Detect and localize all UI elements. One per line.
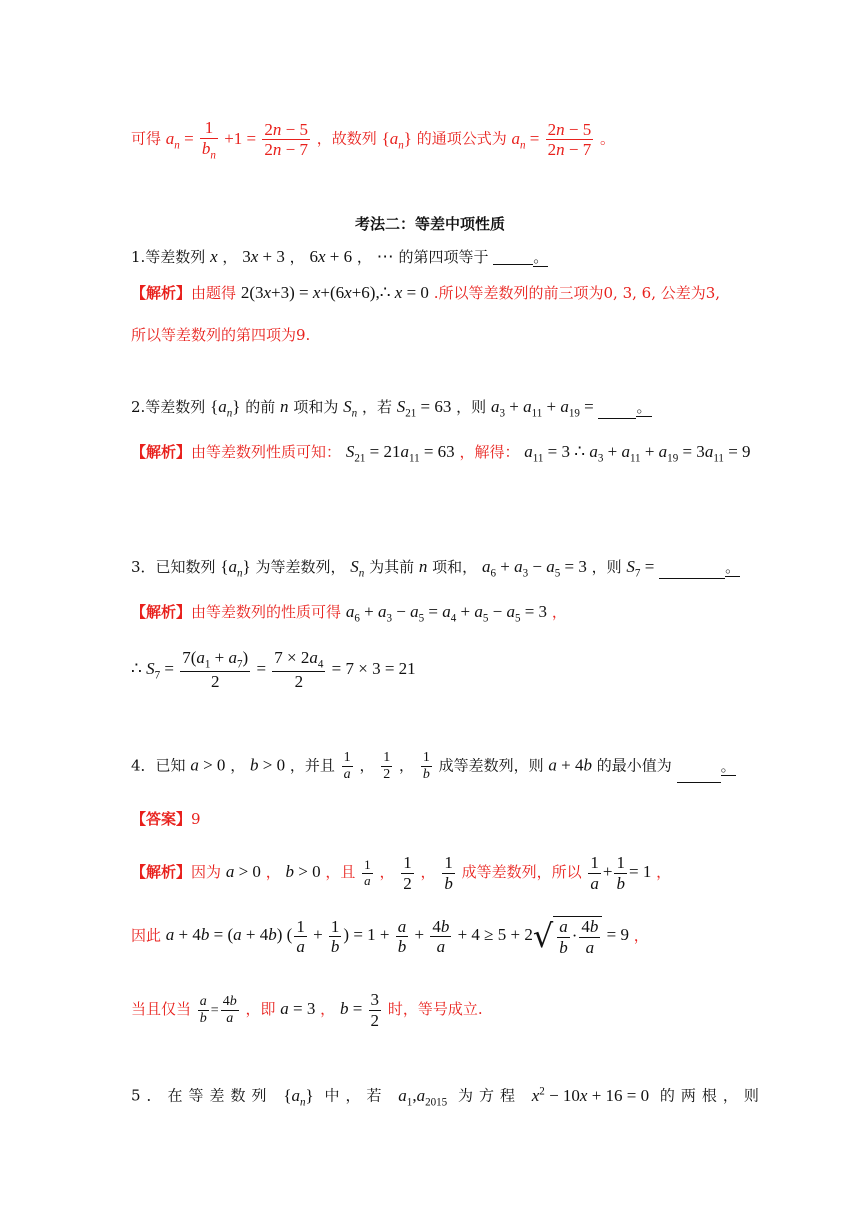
math-property: $a_6 + a_3 - a_5 = a_4 + a_5 - a_5 = 3$ (345, 602, 548, 625)
text: ，且 (325, 863, 356, 882)
solution-3-formula (131, 648, 416, 692)
text: ，则 (591, 558, 622, 576)
text: ，故数列 (316, 129, 377, 148)
text: ，即 (245, 999, 276, 1018)
formula-line-1 (131, 118, 615, 162)
answer-4 (131, 812, 201, 827)
text: ， (222, 248, 238, 266)
math-result: $a_{11} = 3$ ∴ $a_3 + a_{11} + a_{19} = 3a_{11} = 9$ (524, 442, 751, 465)
answer-blank (677, 767, 721, 783)
text: 项和为 (293, 398, 339, 416)
text: 所以等差数列的第四项为9. (131, 326, 311, 344)
text: 成等差数列，则 (438, 756, 544, 775)
math-seq-an: $\{a_n\}$ (283, 1085, 314, 1109)
math-b-eq: b = $\frac{3}{2}$ (339, 990, 380, 1030)
answer-blank (598, 403, 636, 419)
math-n: n (418, 557, 428, 576)
text: 。 (636, 398, 652, 416)
text: 的前 (245, 398, 276, 416)
question-2 (131, 398, 652, 419)
solution-2 (131, 443, 751, 464)
solution-1-cont (131, 328, 310, 343)
text: 的两根，则 (659, 1086, 765, 1105)
text: 为等差数列， (255, 558, 346, 576)
text: 1.等差数列 (131, 248, 206, 266)
math-S7-result: ∴ $S_7$ = $\frac{7(a_1 + a_7)}{2}$ = $\frac{7 \times 2a_4}{2}$ = 7 × 3 = 21 (131, 648, 416, 692)
math-an-expression: $a_n$ = $\frac{1}{b_n}$ +1 = $\frac{2n - 5}{2n - 7}$ (165, 118, 308, 161)
text: 由题得 (191, 284, 237, 302)
solution-4-inequality (131, 916, 649, 957)
math-b-pos: b > 0 (285, 862, 321, 882)
text: ， (359, 756, 375, 775)
text: 4．已知 (131, 756, 186, 775)
text: 由等差数列的性质可得 (191, 603, 342, 621)
math-general-term: $a_n$ = $\frac{2n - 5}{2n - 7}$ (511, 119, 592, 160)
answer-tag: 【答案】 (131, 810, 192, 828)
text: 的通项公式为 (416, 129, 507, 148)
text: 中，若 (324, 1086, 388, 1105)
solution-4-equality (131, 990, 483, 1030)
solution-1 (131, 284, 720, 301)
math-S21-eq: $S_{21} = 21a_{11} = 63$ (345, 442, 455, 465)
math-1-over-b: $\frac{1}{b}$ (422, 750, 430, 783)
text: ， (320, 999, 336, 1018)
solution-4 (131, 853, 671, 893)
text: 为方程 (457, 1086, 521, 1105)
math-Sn: $S_n$ (343, 397, 358, 420)
text: .所以等差数列的前三项为0, 3, 6, 公差为3, (433, 284, 721, 302)
math-sum: $a_3 + a_{11} + a_{19}$ = (490, 397, 594, 420)
math-1-over-2: $\frac{1}{2}$ (383, 750, 391, 783)
text: 项和， (432, 558, 478, 576)
text: ，则 (456, 398, 487, 416)
text: 由等差数列性质可知： (191, 443, 342, 461)
section-heading: 考法二：等差中项性质 (354, 215, 505, 233)
math-1-over-2: $\frac{1}{2}$ (403, 853, 412, 893)
text: ，解得： (459, 443, 520, 461)
text: ， (230, 756, 246, 775)
text: 时，等号成立. (387, 999, 483, 1018)
math-seq-an: $\{a_n\}$ (381, 128, 412, 152)
math-S7: $S_7$ = (626, 557, 655, 580)
answer-value: 9 (191, 810, 201, 828)
text: 。 (725, 558, 741, 576)
question-3 (131, 558, 740, 579)
text: ，并且 (289, 756, 335, 775)
math-roots: $a_1,a_{2015}$ (398, 1085, 448, 1109)
question-1 (131, 248, 548, 265)
answer-blank (659, 563, 725, 579)
math-quadratic: $x^2 - 10x + 16 = 0$ (531, 1085, 650, 1105)
text: ， (656, 863, 672, 882)
solution-tag: 【解析】 (131, 443, 192, 461)
text: ， (399, 756, 415, 775)
text: 因为 (191, 863, 222, 882)
text: 2.等差数列 (131, 398, 206, 416)
text: ， (289, 248, 305, 266)
text: 3．已知数列 (131, 558, 216, 576)
math-S21: $S_{21} = 63$ (396, 397, 452, 420)
text: 当且仅当 (131, 999, 192, 1018)
math-a-pos: a > 0 (190, 755, 226, 775)
answer-blank (493, 249, 533, 265)
question-4 (131, 750, 736, 783)
text: 的最小值为 (596, 756, 672, 775)
math-n: n (280, 397, 289, 416)
text: ， (379, 863, 395, 882)
text: 。 (533, 248, 549, 266)
text: 成等差数列，所以 (461, 863, 582, 882)
math-a4b: a + 4b (548, 755, 592, 775)
math-am-gm: a + 4b = (a + 4b) ( $\frac{1}{a}$ + $\frac{1}{b}$ ) = 1 + $\frac{a}{b}$ + $\frac{4b}{a}$ + 4 ≥ 5 + 2√ $\frac{a}{b}$ · $\frac{4b}{a}$ = 9 (165, 916, 630, 957)
math-6x6: 6x + 6 (309, 247, 353, 266)
text: 的第四项等于 (398, 248, 489, 266)
math-1-over-a: $\frac{1}{a}$ (364, 856, 371, 888)
math-a-pos: a > 0 (225, 862, 261, 882)
text: 。 (600, 129, 616, 148)
text: ， (633, 926, 649, 945)
text: 5．在等差数列 (131, 1086, 273, 1105)
math-seq-an: $\{a_n\}$ (220, 557, 251, 580)
math-equation: 2(3x+3) = x+(6x+6),∴ x = 0 (240, 283, 429, 302)
math-1-over-a: $\frac{1}{a}$ (343, 750, 351, 783)
solution-tag: 【解析】 (131, 284, 192, 302)
solution-tag: 【解析】 (131, 603, 192, 621)
math-a-eq-3: a = 3 (280, 998, 316, 1018)
math-3x3: 3x + 3 (242, 247, 285, 266)
math-seq-an: $\{a_n\}$ (210, 397, 241, 420)
text: 为其前 (369, 558, 415, 576)
text: ， (551, 603, 567, 621)
text: ， (265, 863, 281, 882)
solution-3 (131, 603, 567, 624)
math-1-over-b: $\frac{1}{b}$ (444, 853, 453, 893)
text: 因此 (131, 926, 162, 945)
text: ， (420, 863, 436, 882)
question-5 (131, 1086, 765, 1108)
math-ellipsis: ⋯ (376, 247, 394, 266)
text: 。 (720, 756, 736, 775)
math-b-pos: b > 0 (250, 755, 286, 775)
math-equality-condition: $\frac{a}{b}$ = $\frac{4b}{a}$ (199, 994, 237, 1027)
text: ，若 (361, 398, 392, 416)
text: 可得 (131, 129, 162, 148)
solution-tag: 【解析】 (131, 863, 192, 882)
math-Sn: $S_n$ (350, 557, 365, 580)
text: ， (356, 248, 372, 266)
math-condition: $a_6 + a_3 - a_5 = 3$ (481, 557, 587, 580)
math-sum-reciprocal: $\frac{1}{a}$ + $\frac{1}{b}$ = 1 (590, 853, 652, 893)
math-x: x (210, 247, 218, 266)
